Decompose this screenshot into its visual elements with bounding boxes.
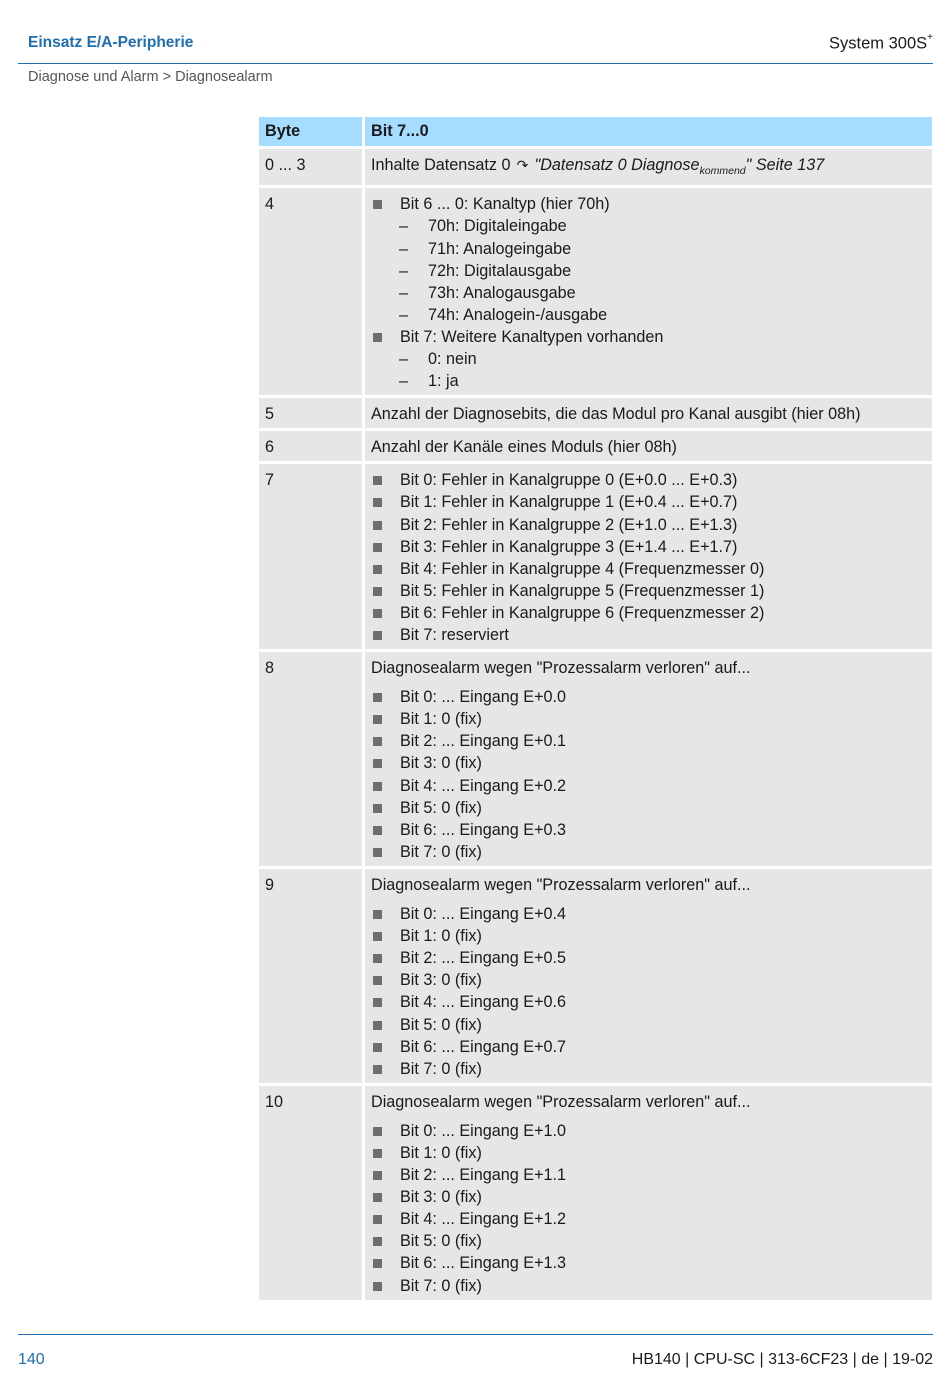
- sub-list-item: – 72h: Digitalausgabe: [371, 260, 926, 282]
- dataset-link-page: " Seite 137: [745, 156, 825, 174]
- byte-cell: 4: [259, 188, 362, 395]
- list-item: Bit 7: 0 (fix): [371, 1058, 926, 1080]
- content-cell: Anzahl der Diagnosebits, die das Modul pro Kanal ausgibt (hier 08h): [365, 398, 932, 428]
- table-row: [259, 652, 932, 866]
- header-cell-byte: Byte: [259, 117, 362, 146]
- list-item: Bit 1: 0 (fix): [371, 1142, 926, 1164]
- document-info: HB140 | CPU-SC | 313-6CF23 | de | 19-02: [631, 1351, 933, 1368]
- content-cell: [365, 149, 932, 185]
- byte-cell: 0 ... 3: [259, 149, 362, 185]
- list-item: Bit 5: Fehler in Kanalgruppe 5 (Frequenzmesser 1): [371, 580, 926, 602]
- section-title: Einsatz E/A-Peripherie: [28, 34, 194, 51]
- row-intro: Diagnosealarm wegen "Prozessalarm verloren" auf...: [371, 875, 751, 894]
- table-row: [259, 149, 932, 185]
- byte-cell: 7: [259, 464, 362, 649]
- list-item: Bit 3: 0 (fix): [371, 1186, 926, 1208]
- list-item: Bit 4: ... Eingang E+0.6: [371, 991, 926, 1013]
- list-item: Bit 2: ... Eingang E+0.1: [371, 730, 926, 752]
- product-title: [829, 34, 933, 54]
- dataset-link-subscript: kommend: [699, 165, 746, 178]
- product-name: System 300S: [829, 34, 928, 53]
- list-item: Bit 6: ... Eingang E+1.3: [371, 1252, 926, 1274]
- byte-cell: 10: [259, 1086, 362, 1300]
- row-intro: Diagnosealarm wegen "Prozessalarm verloren" auf...: [371, 659, 751, 678]
- table-row: [259, 869, 932, 1083]
- table-row: [259, 188, 932, 395]
- page-number: 140: [18, 1351, 45, 1368]
- table-header-row: [259, 117, 932, 146]
- sub-list-item: – 71h: Analogeingabe: [371, 238, 926, 260]
- content-cell: [365, 1086, 932, 1300]
- list-item: Bit 0: ... Eingang E+0.4: [371, 903, 926, 925]
- byte-cell: 6: [259, 431, 362, 461]
- header-divider: [18, 63, 933, 64]
- row-intro: Diagnosealarm wegen "Prozessalarm verloren" auf...: [371, 1092, 751, 1111]
- list-item: Bit 3: 0 (fix): [371, 969, 926, 991]
- list-item: Bit 1: 0 (fix): [371, 708, 926, 730]
- list-item: Bit 7: 0 (fix): [371, 1275, 926, 1297]
- content-cell: [365, 869, 932, 1083]
- list-item: Bit 0: ... Eingang E+1.0: [371, 1120, 926, 1142]
- dataset-link-text: "Datensatz 0 Diagnose: [534, 156, 700, 174]
- list-item: Bit 6 ... 0: Kanaltyp (hier 70h): [371, 193, 926, 215]
- link-arrow-icon: ↷: [516, 157, 529, 173]
- byte-layout-table: [259, 117, 932, 1303]
- list-item: Bit 2: Fehler in Kanalgruppe 2 (E+1.0 ... E+1.3): [371, 514, 926, 536]
- content-cell: Anzahl der Kanäle eines Moduls (hier 08h): [365, 431, 932, 461]
- sub-list-item: – 0: nein: [371, 348, 926, 370]
- list-item: Bit 7: reserviert: [371, 624, 926, 646]
- list-item: Bit 2: ... Eingang E+0.5: [371, 947, 926, 969]
- list-item: Bit 1: Fehler in Kanalgruppe 1 (E+0.4 ... E+0.7): [371, 491, 926, 513]
- content-cell: [365, 188, 932, 395]
- list-item: Bit 4: ... Eingang E+0.2: [371, 775, 926, 797]
- footer-divider: [18, 1334, 933, 1335]
- list-item: Bit 7: Weitere Kanaltypen vorhanden: [371, 326, 926, 348]
- byte-cell: 9: [259, 869, 362, 1083]
- sub-list-item: – 70h: Digitaleingabe: [371, 215, 926, 237]
- content-cell: [365, 652, 932, 866]
- dataset-link[interactable]: [534, 156, 825, 178]
- sub-list-item: – 74h: Analogein-/ausgabe: [371, 304, 926, 326]
- breadcrumb: Diagnose und Alarm > Diagnosealarm: [28, 69, 273, 85]
- list-item: Bit 6: ... Eingang E+0.7: [371, 1036, 926, 1058]
- list-item: Bit 7: 0 (fix): [371, 841, 926, 863]
- header-cell-bits: Bit 7...0: [365, 117, 932, 146]
- table-row: [259, 398, 932, 428]
- list-item: Bit 1: 0 (fix): [371, 925, 926, 947]
- product-superscript: +: [927, 32, 933, 43]
- list-item: Bit 0: Fehler in Kanalgruppe 0 (E+0.0 ... E+0.3): [371, 469, 926, 491]
- byte-cell: 8: [259, 652, 362, 866]
- list-item: Bit 6: Fehler in Kanalgruppe 6 (Frequenzmesser 2): [371, 602, 926, 624]
- content-cell: [365, 464, 932, 649]
- list-item: Bit 0: ... Eingang E+0.0: [371, 686, 926, 708]
- list-item: Bit 2: ... Eingang E+1.1: [371, 1164, 926, 1186]
- list-item: Bit 3: 0 (fix): [371, 752, 926, 774]
- table-row: [259, 464, 932, 649]
- list-item: Bit 5: 0 (fix): [371, 1230, 926, 1252]
- list-item: Bit 4: Fehler in Kanalgruppe 4 (Frequenzmesser 0): [371, 558, 926, 580]
- list-item: Bit 5: 0 (fix): [371, 1014, 926, 1036]
- list-item: Bit 4: ... Eingang E+1.2: [371, 1208, 926, 1230]
- sub-list-item: – 1: ja: [371, 370, 926, 392]
- table-row: [259, 431, 932, 461]
- sub-list-item: – 73h: Analogausgabe: [371, 282, 926, 304]
- table-row: [259, 1086, 932, 1300]
- byte-cell: 5: [259, 398, 362, 428]
- list-item: Bit 5: 0 (fix): [371, 797, 926, 819]
- dataset-text: Inhalte Datensatz 0: [371, 156, 511, 174]
- list-item: Bit 3: Fehler in Kanalgruppe 3 (E+1.4 ... E+1.7): [371, 536, 926, 558]
- list-item: Bit 6: ... Eingang E+0.3: [371, 819, 926, 841]
